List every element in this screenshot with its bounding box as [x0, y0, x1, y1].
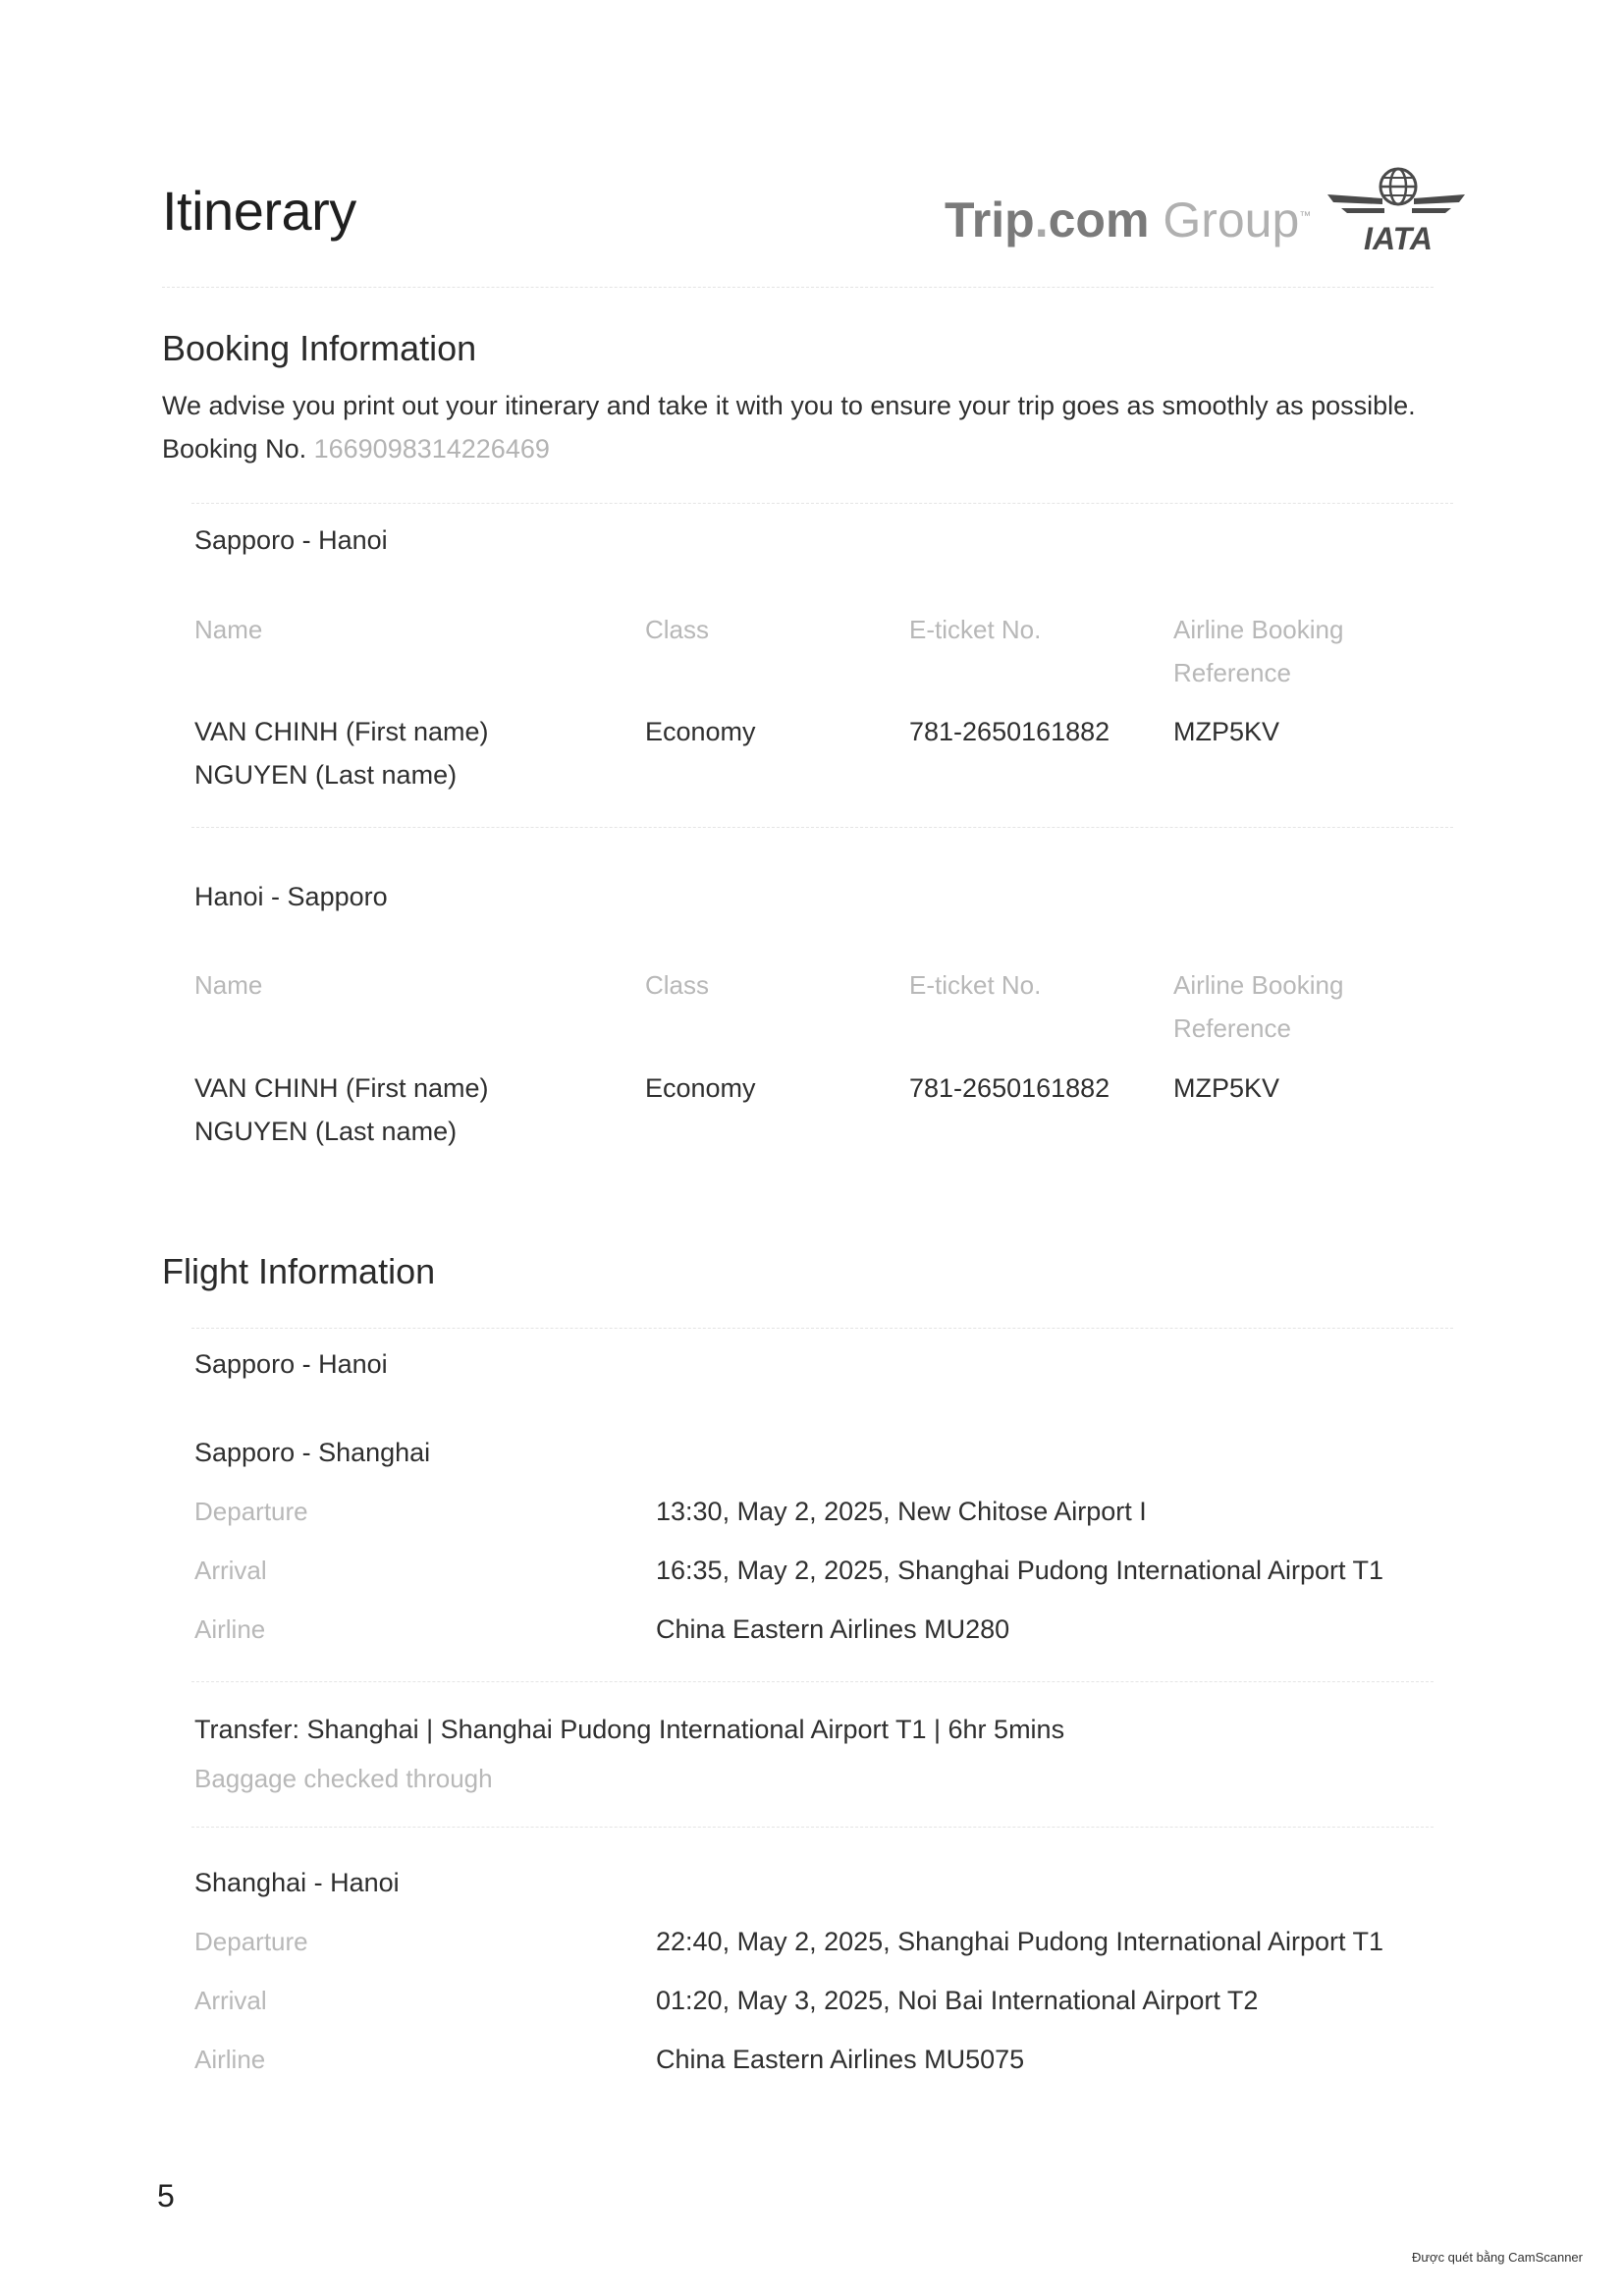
segment-1-arrival-label: Arrival — [194, 1556, 267, 1585]
segment-2-arrival-label: Arrival — [194, 1986, 267, 2015]
transfer-info: Transfer: Shanghai | Shanghai Pudong International Airport T1 | 6hr 5mins — [194, 1715, 1065, 1744]
page-number: 5 — [157, 2178, 175, 2214]
logo-tm: ™ — [1299, 208, 1312, 223]
passenger-block-1-eticket-header: E-ticket No. — [909, 615, 1042, 644]
logo-iata-text: IATA — [1364, 221, 1433, 255]
booking-number-value: 1669098314226469 — [313, 434, 550, 464]
passenger-block-1-eticket: 781-2650161882 — [909, 717, 1110, 746]
passenger-block-2-route: Hanoi - Sapporo — [194, 882, 388, 911]
passenger-block-1-ref-header-line2: Reference — [1173, 658, 1291, 687]
segment-1-departure-label: Departure — [194, 1497, 308, 1526]
logo-dot: . — [1034, 192, 1049, 247]
passenger-block-1-class-header: Class — [645, 615, 710, 644]
logo-com-text: com — [1048, 192, 1150, 247]
flight-route: Sapporo - Hanoi — [194, 1349, 388, 1379]
segment-2-departure: 22:40, May 2, 2025, Shanghai Pudong International Airport T1 — [656, 1927, 1384, 1956]
segment-1-title: Sapporo - Shanghai — [194, 1438, 431, 1467]
passenger-block-2-last-name: NGUYEN (Last name) — [194, 1117, 458, 1146]
passenger-block-2-eticket-header: E-ticket No. — [909, 970, 1042, 1000]
logo-trip-text: Trip — [945, 192, 1035, 247]
passenger-block-2-ref-header-line2: Reference — [1173, 1013, 1291, 1043]
passenger-block-1-ref-header-line1: Airline Booking — [1173, 615, 1344, 644]
segment-1-airline: China Eastern Airlines MU280 — [656, 1614, 1010, 1644]
passenger-block-2-class: Economy — [645, 1073, 756, 1103]
passenger-block-2-first-name: VAN CHINH (First name) — [194, 1073, 489, 1103]
transfer-top-divider — [191, 1681, 1434, 1682]
flight-heading: Flight Information — [162, 1251, 436, 1291]
passenger-block-2-ref: MZP5KV — [1173, 1073, 1280, 1103]
passenger-block-1-first-name: VAN CHINH (First name) — [194, 717, 489, 746]
booking-advice: We advise you print out your itinerary and take it with you to ensure your trip goes as smoothly as possible. — [162, 391, 1416, 420]
passenger-block-2-ref-header-line1: Airline Booking — [1173, 970, 1344, 1000]
passenger-block-1-top-divider — [191, 503, 1453, 504]
booking-heading: Booking Information — [162, 328, 477, 368]
segment-1-airline-label: Airline — [194, 1614, 266, 1644]
tripcom-group-logo — [945, 191, 1311, 248]
segment-2-departure-label: Departure — [194, 1927, 308, 1956]
passenger-block-1-last-name: NGUYEN (Last name) — [194, 760, 458, 790]
passenger-block-2-top-divider — [191, 827, 1453, 828]
header-divider — [162, 287, 1434, 288]
passenger-block-1-route: Sapporo - Hanoi — [194, 525, 388, 555]
passenger-block-2-name-header: Name — [194, 970, 263, 1000]
segment-2-top-divider — [191, 1827, 1434, 1828]
segment-2-airline: China Eastern Airlines MU5075 — [656, 2045, 1025, 2074]
baggage-note: Baggage checked through — [194, 1764, 493, 1793]
passenger-block-2-class-header: Class — [645, 970, 710, 1000]
scanner-watermark: Được quét bằng CamScanner — [1411, 2250, 1583, 2265]
segment-1-departure: 13:30, May 2, 2025, New Chitose Airport I — [656, 1497, 1147, 1526]
segment-2-airline-label: Airline — [194, 2045, 266, 2074]
passenger-block-2-eticket: 781-2650161882 — [909, 1073, 1110, 1103]
passenger-block-1-class: Economy — [645, 717, 756, 746]
iata-logo — [1327, 165, 1465, 255]
segment-1-arrival: 16:35, May 2, 2025, Shanghai Pudong International Airport T1 — [656, 1556, 1384, 1585]
flight-block-top-divider — [191, 1328, 1453, 1329]
booking-number-label: Booking No. — [162, 434, 307, 464]
segment-2-title: Shanghai - Hanoi — [194, 1868, 400, 1897]
booking-number-row — [162, 434, 550, 465]
page-title: Itinerary — [162, 180, 356, 242]
segment-2-arrival: 01:20, May 3, 2025, Noi Bai International Airport T2 — [656, 1986, 1259, 2015]
passenger-block-1-ref: MZP5KV — [1173, 717, 1280, 746]
logo-group-text: Group — [1163, 192, 1300, 247]
passenger-block-1-name-header: Name — [194, 615, 263, 644]
